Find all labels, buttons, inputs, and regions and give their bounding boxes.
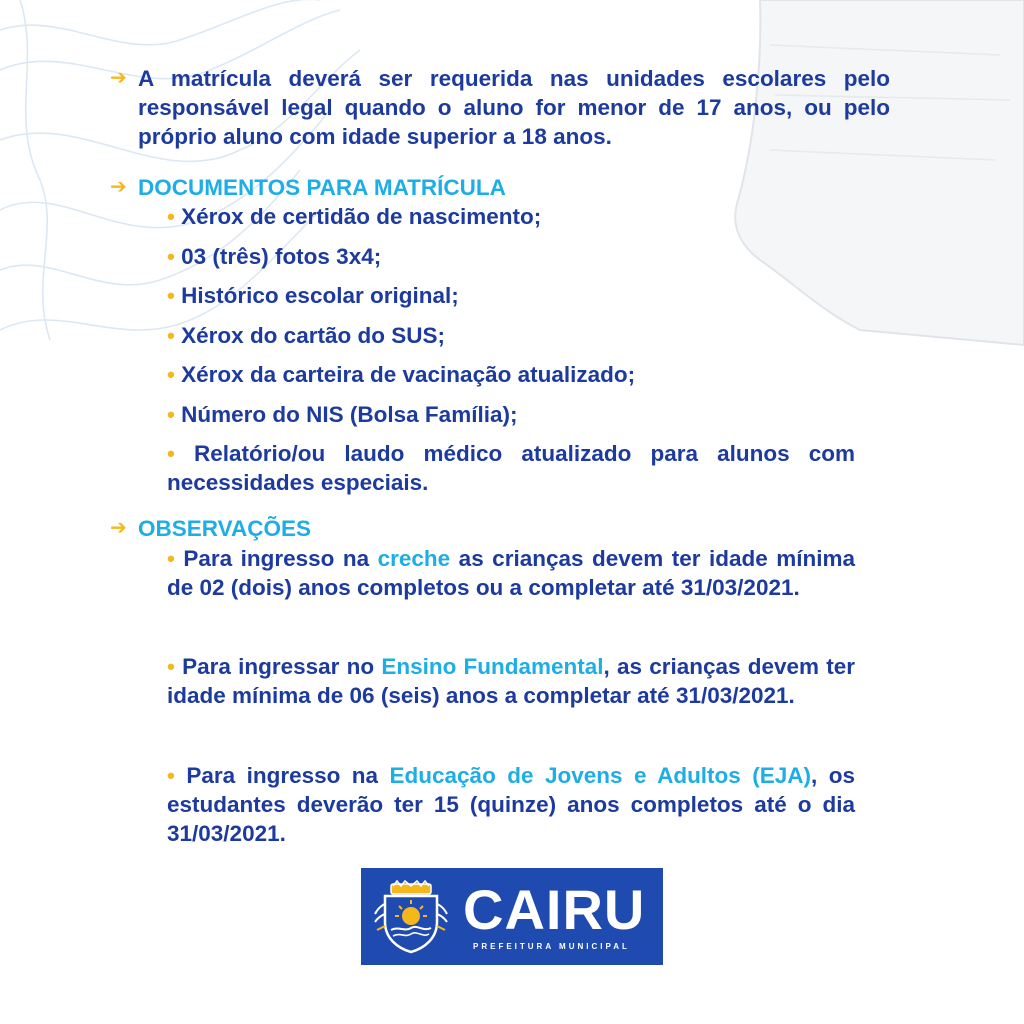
list-item: • Xérox da carteira de vacinação atualizado; bbox=[167, 362, 636, 387]
logo-subtitle: PREFEITURA MUNICIPAL bbox=[473, 942, 630, 951]
arrow-right-icon: ➔ bbox=[110, 176, 127, 198]
list-item: • Número do NIS (Bolsa Família); bbox=[167, 401, 518, 427]
observation-item: • Para ingresso na creche as crianças devem ter idade mínima de 02 (dois) anos completos ou a completar até 31/03/2021. bbox=[167, 546, 855, 600]
crest-icon bbox=[371, 878, 451, 956]
list-item: • Histórico escolar original; bbox=[167, 283, 459, 308]
bullet-icon: • bbox=[167, 441, 175, 466]
bullet-icon: • bbox=[167, 283, 175, 308]
bullet-icon: • bbox=[167, 204, 175, 229]
observations-heading: OBSERVAÇÕES bbox=[138, 516, 311, 541]
documents-heading: DOCUMENTOS PARA MATRÍCULA bbox=[138, 175, 506, 200]
observation-item: • Para ingressar no Ensino Fundamental, as crianças devem ter idade mínima de 06 (seis) anos a completar até 31/03/2021. bbox=[167, 654, 855, 708]
arrow-right-icon: ➔ bbox=[110, 517, 127, 539]
list-item: • Xérox de certidão de nascimento; bbox=[167, 204, 542, 229]
documents-list bbox=[167, 202, 855, 497]
bullet-icon: • bbox=[167, 546, 175, 571]
list-item: • Relatório/ou laudo médico atualizado para alunos com necessidades especiais. bbox=[167, 441, 855, 495]
intro-text: A matrícula deverá ser requerida nas unidades escolares pelo responsável legal quando o aluno for menor de 17 anos, ou pelo próprio aluno com idade superior a 18 anos. bbox=[138, 66, 890, 149]
observation-item: • Para ingresso na Educação de Jovens e Adultos (EJA), os estudantes deverão ter 15 (quinze) anos completos até o dia 31/03/2021. bbox=[167, 763, 855, 846]
list-item: • 03 (três) fotos 3x4; bbox=[167, 243, 382, 269]
logo-name: CAIRU bbox=[463, 878, 646, 941]
list-item: • Xérox do cartão do SUS; bbox=[167, 322, 445, 348]
bullet-icon: • bbox=[167, 654, 175, 679]
bullet-icon: • bbox=[167, 763, 175, 788]
bullet-icon: • bbox=[167, 322, 175, 348]
bullet-icon: • bbox=[167, 243, 175, 269]
highlight-text: Ensino Fundamental bbox=[381, 654, 604, 679]
arrow-right-icon: ➔ bbox=[110, 67, 127, 89]
highlight-text: creche bbox=[377, 546, 451, 571]
cairu-logo bbox=[361, 868, 663, 965]
highlight-text: Educação de Jovens e Adultos (EJA) bbox=[389, 763, 812, 788]
bullet-icon: • bbox=[167, 362, 175, 387]
bullet-icon: • bbox=[167, 401, 175, 427]
